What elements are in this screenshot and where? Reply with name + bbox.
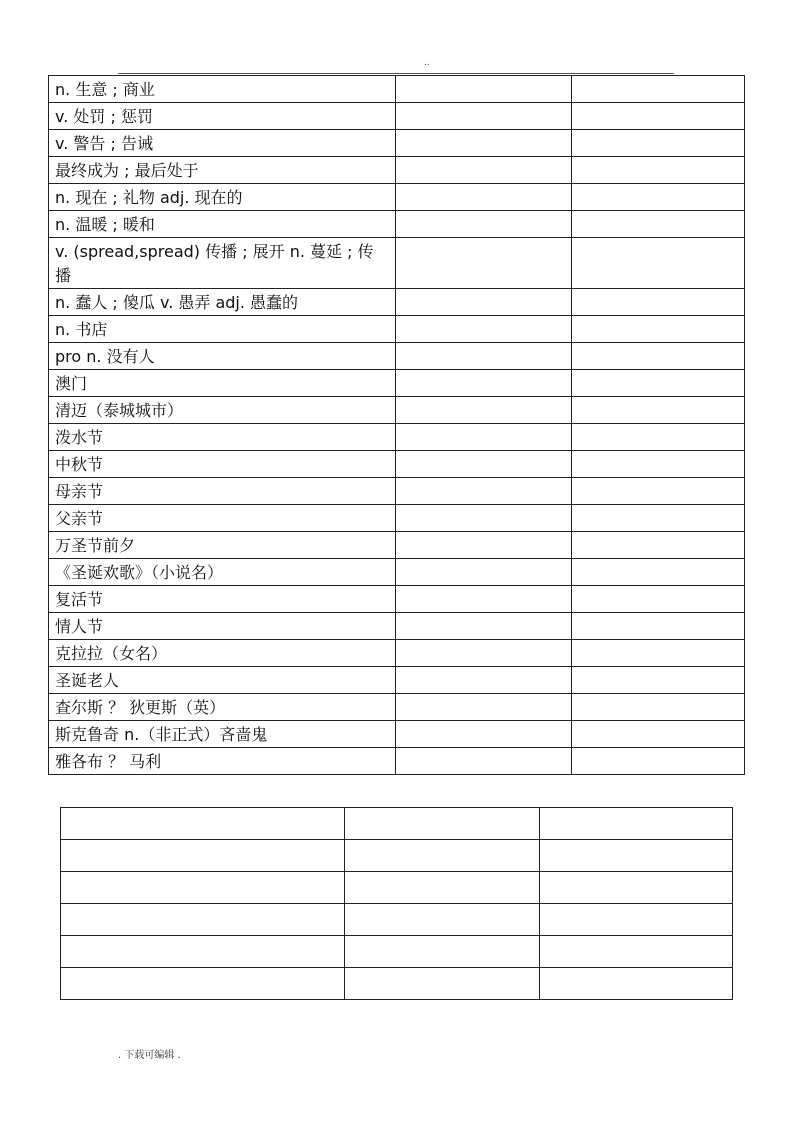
definition-cell: 圣诞老人 <box>49 667 396 694</box>
answer-cell <box>396 184 572 211</box>
table-row <box>49 451 745 478</box>
answer-cell <box>396 211 572 238</box>
answer-cell <box>396 76 572 103</box>
note-cell <box>572 748 745 775</box>
table-row <box>49 289 745 316</box>
blank-cell <box>540 968 733 1000</box>
blank-cell <box>61 936 345 968</box>
table-row <box>49 76 745 103</box>
blank-cell <box>345 968 540 1000</box>
answer-cell <box>396 478 572 505</box>
answer-cell <box>396 157 572 184</box>
table-row <box>49 694 745 721</box>
note-cell <box>572 184 745 211</box>
note-cell <box>572 211 745 238</box>
vocabulary-table <box>48 75 745 775</box>
definition-cell: n. 温暖 ; 暖和 <box>49 211 396 238</box>
definition-cell: n. 生意 ; 商业 <box>49 76 396 103</box>
definition-cell: v. (spread,spread) 传播 ; 展开 n. 蔓延 ; 传播 <box>49 238 396 289</box>
answer-cell <box>396 451 572 478</box>
answer-cell <box>396 370 572 397</box>
definition-cell: 斯克鲁奇 n.（非正式）吝啬鬼 <box>49 721 396 748</box>
table-row <box>49 424 745 451</box>
table-row <box>49 559 745 586</box>
note-cell <box>572 667 745 694</box>
header-rule <box>118 73 674 74</box>
note-cell <box>572 478 745 505</box>
note-cell <box>572 505 745 532</box>
answer-cell <box>396 424 572 451</box>
table-row <box>61 968 733 1000</box>
definition-cell: 母亲节 <box>49 478 396 505</box>
table-row <box>49 613 745 640</box>
blank-cell <box>345 936 540 968</box>
definition-cell: 泼水节 <box>49 424 396 451</box>
answer-cell <box>396 748 572 775</box>
definition-cell: 万圣节前夕 <box>49 532 396 559</box>
table-row <box>61 840 733 872</box>
table-row <box>49 103 745 130</box>
blank-table <box>60 807 733 1000</box>
note-cell <box>572 289 745 316</box>
blank-cell <box>61 968 345 1000</box>
definition-cell: n. 现在 ; 礼物 adj. 现在的 <box>49 184 396 211</box>
blank-cell <box>345 840 540 872</box>
answer-cell <box>396 130 572 157</box>
table-row <box>49 343 745 370</box>
answer-cell <box>396 586 572 613</box>
table-row <box>49 478 745 505</box>
header-dots: .. <box>424 58 430 68</box>
definition-cell: v. 警告 ; 告诫 <box>49 130 396 157</box>
note-cell <box>572 370 745 397</box>
table-row <box>49 370 745 397</box>
note-cell <box>572 640 745 667</box>
blank-cell <box>540 872 733 904</box>
blank-cell <box>61 808 345 840</box>
note-cell <box>572 424 745 451</box>
definition-cell: pro n. 没有人 <box>49 343 396 370</box>
answer-cell <box>396 289 572 316</box>
table-row <box>61 904 733 936</box>
answer-cell <box>396 532 572 559</box>
answer-cell <box>396 694 572 721</box>
definition-cell: 最终成为 ; 最后处于 <box>49 157 396 184</box>
definition-cell: 父亲节 <box>49 505 396 532</box>
note-cell <box>572 613 745 640</box>
note-cell <box>572 130 745 157</box>
blank-cell <box>540 808 733 840</box>
table-row <box>61 936 733 968</box>
table-row <box>61 872 733 904</box>
blank-cell <box>540 904 733 936</box>
note-cell <box>572 103 745 130</box>
blank-cell <box>61 904 345 936</box>
definition-cell: 清迈（泰城城市） <box>49 397 396 424</box>
definition-cell: 情人节 <box>49 613 396 640</box>
table-row <box>49 721 745 748</box>
definition-cell: 澳门 <box>49 370 396 397</box>
definition-cell: 雅各布 ？ 马利 <box>49 748 396 775</box>
answer-cell <box>396 343 572 370</box>
note-cell <box>572 586 745 613</box>
note-cell <box>572 76 745 103</box>
note-cell <box>572 397 745 424</box>
answer-cell <box>396 721 572 748</box>
footer-note: . 下载可编辑 . <box>118 1050 181 1061</box>
blank-cell <box>540 936 733 968</box>
table-row <box>49 667 745 694</box>
answer-cell <box>396 559 572 586</box>
definition-cell: n. 蠢人 ; 傻瓜 v. 愚弄 adj. 愚蠢的 <box>49 289 396 316</box>
table-row <box>49 211 745 238</box>
definition-cell: v. 处罚 ; 惩罚 <box>49 103 396 130</box>
note-cell <box>572 238 745 289</box>
table-row <box>49 505 745 532</box>
table-row <box>49 748 745 775</box>
table-row <box>61 808 733 840</box>
definition-cell: 复活节 <box>49 586 396 613</box>
note-cell <box>572 694 745 721</box>
blank-cell <box>540 840 733 872</box>
table-row <box>49 586 745 613</box>
blank-cell <box>345 904 540 936</box>
definition-cell: 查尔斯 ？ 狄更斯（英） <box>49 694 396 721</box>
blank-cell <box>345 872 540 904</box>
note-cell <box>572 451 745 478</box>
blank-cell <box>61 872 345 904</box>
answer-cell <box>396 238 572 289</box>
blank-cell <box>345 808 540 840</box>
table-row <box>49 157 745 184</box>
answer-cell <box>396 397 572 424</box>
table-row <box>49 238 745 289</box>
note-cell <box>572 343 745 370</box>
note-cell <box>572 559 745 586</box>
table-row <box>49 130 745 157</box>
definition-cell: 克拉拉（女名） <box>49 640 396 667</box>
definition-cell: 中秋节 <box>49 451 396 478</box>
table-row <box>49 532 745 559</box>
note-cell <box>572 157 745 184</box>
answer-cell <box>396 103 572 130</box>
note-cell <box>572 721 745 748</box>
answer-cell <box>396 316 572 343</box>
answer-cell <box>396 613 572 640</box>
table-row <box>49 316 745 343</box>
table-row <box>49 184 745 211</box>
table-row <box>49 640 745 667</box>
definition-cell: n. 书店 <box>49 316 396 343</box>
answer-cell <box>396 505 572 532</box>
answer-cell <box>396 667 572 694</box>
answer-cell <box>396 640 572 667</box>
table-row <box>49 397 745 424</box>
note-cell <box>572 532 745 559</box>
note-cell <box>572 316 745 343</box>
blank-cell <box>61 840 345 872</box>
definition-cell: 《圣诞欢歌》（小说名） <box>49 559 396 586</box>
